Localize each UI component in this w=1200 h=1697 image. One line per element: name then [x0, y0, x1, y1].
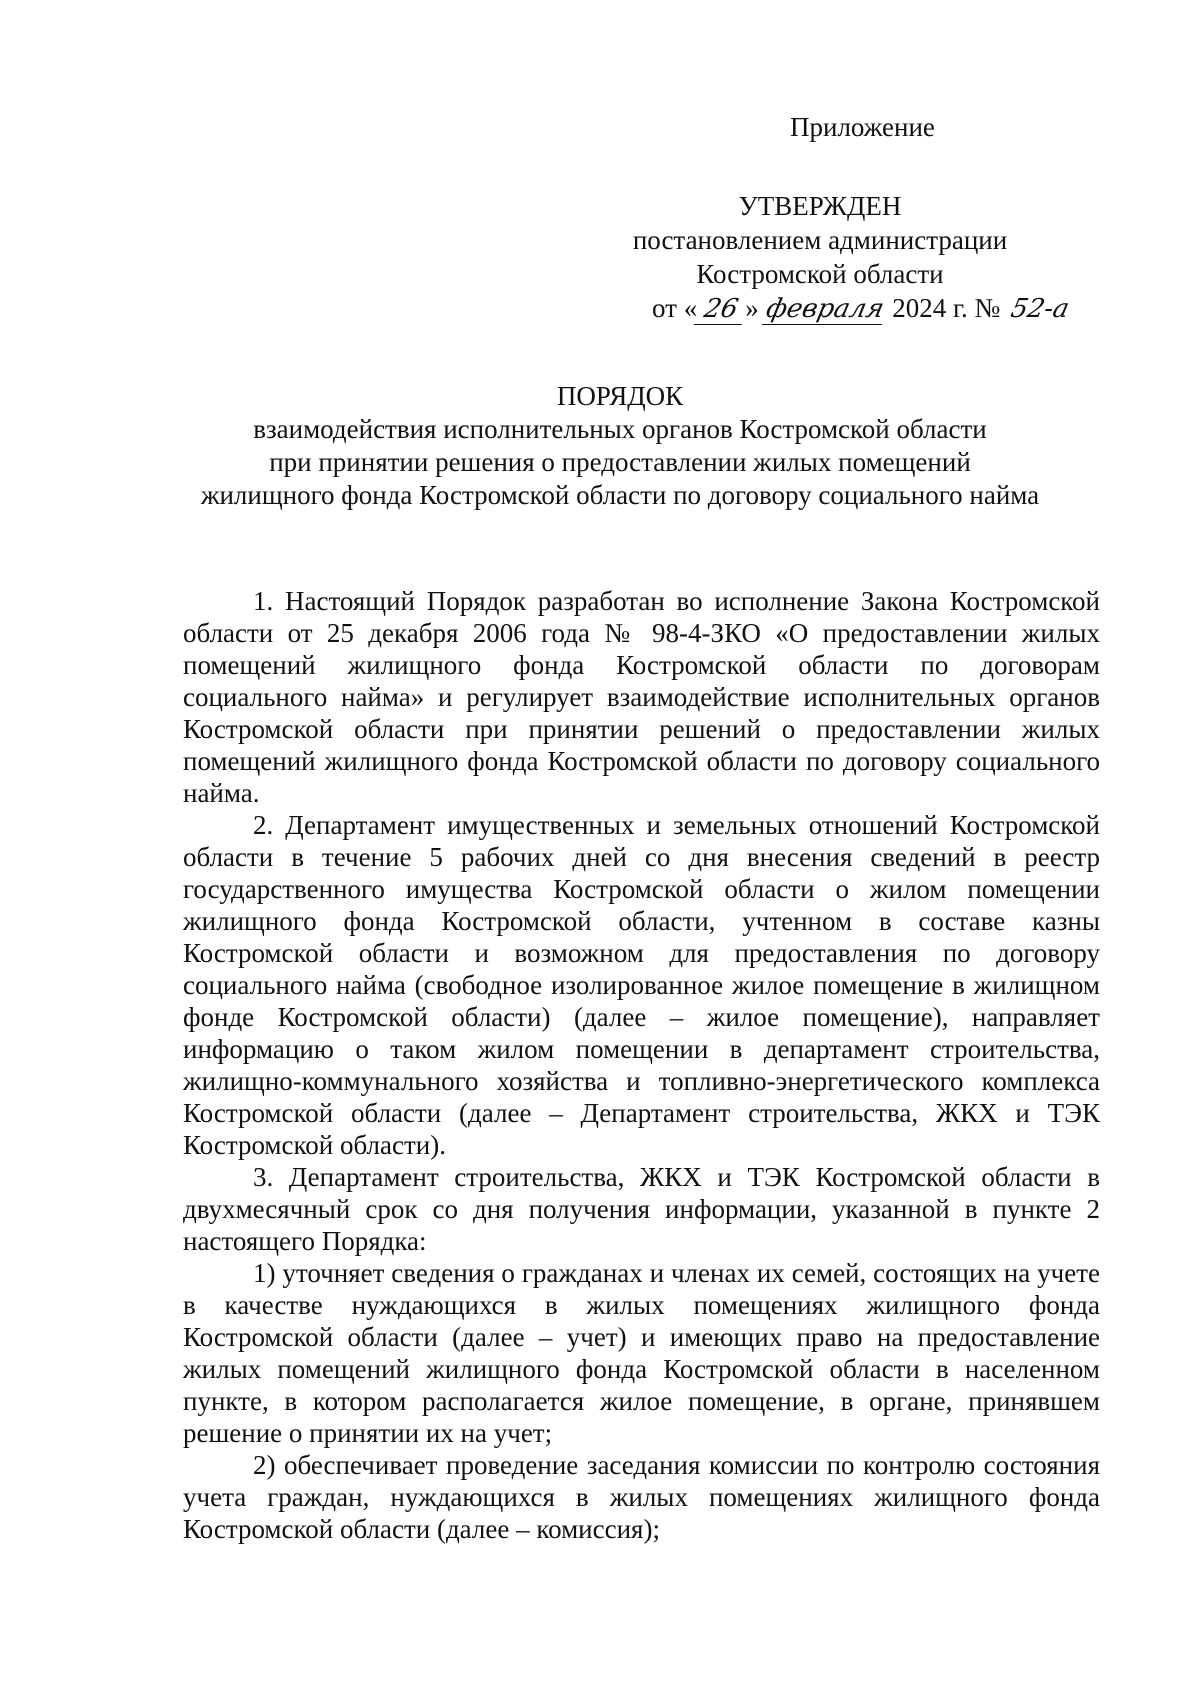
- document-subtitle-line-1: взаимодействия исполнительных органов Костромской области: [253, 414, 987, 444]
- paragraph-1: 1. Настоящий Порядок разработан во исполнение Закона Костромской области от 25 декабря 2006 года № 98-4-ЗКО «О предоставлении жилых помещений жилищного фонда Костромской области по договорам социального найма» и регулирует взаимодействие исполнительных органов Костромской области при принятии решений о предоставлении жилых помещений жилищного фонда Костромской области по договору социального найма.: [183, 586, 1100, 808]
- approved-by-line-1: постановлением администрации: [632, 225, 1008, 255]
- document-subtitle-line-3: жилищного фонда Костромской области по договору социального найма: [200, 480, 1040, 510]
- document-subtitle-line-2: при принятии решения о предоставлении жилых помещений: [269, 447, 971, 477]
- document-body: [183, 585, 1100, 1545]
- document-title: ПОРЯДОК: [556, 381, 684, 411]
- handwritten-number: 52-а: [1008, 294, 1073, 324]
- approved-label: УТВЕРЖДЕН: [738, 191, 902, 221]
- date-prefix: от «: [652, 293, 698, 323]
- paragraph-3: 3. Департамент строительства, ЖКХ и ТЭК Костромской области в двухмесячный срок со дня получения информации, указанной в пункте 2 настоящего Порядка:: [183, 1162, 1100, 1256]
- date-mid: »: [745, 293, 759, 323]
- paragraph-3-2: 2) обеспечивает проведение заседания комиссии по контролю состояния учета граждан, нуждающихся в жилых помещениях жилищного фонда Костромской области (далее – комиссия);: [183, 1450, 1100, 1544]
- paragraph-3-1: 1) уточняет сведения о гражданах и членах их семей, состоящих на учете в качестве нуждающихся в жилых помещениях жилищного фонда Костромской области (далее – учет) и имеющих право на предоставление жилых помещений жилищного фонда Костромской области в населенном пункте, в котором располагается жилое помещение, в органе, принявшем решение о принятии их на учет;: [183, 1258, 1100, 1448]
- handwritten-month: февраля: [763, 294, 888, 324]
- paragraph-2: 2. Департамент имущественных и земельных отношений Костромской области в течение 5 рабочих дней со дня внесения сведений в реестр государственного имущества Костромской области о жилом помещении жилищного фонда Костромской области, учтенном в составе казны Костромской области и возможном для предоставления по договору социального найма (свободное изолированное жилое помещение в жилищном фонде Костромской области) (далее – жилое помещение), направляет информацию о таком жилом помещении в департамент строительства, жилищно-коммунального хозяйства и топливно-энергетического комплекса Костромской области (далее – Департамент строительства, ЖКХ и ТЭК Костромской области).: [183, 810, 1100, 1160]
- document-title-block: [120, 380, 1120, 512]
- date-year: 2024 г. №: [892, 293, 1001, 323]
- approval-date-line: [652, 291, 1080, 325]
- handwritten-day: 26: [694, 294, 749, 325]
- appendix-label: Приложение: [790, 112, 935, 142]
- approved-by-line-2: Костромской области: [696, 259, 944, 289]
